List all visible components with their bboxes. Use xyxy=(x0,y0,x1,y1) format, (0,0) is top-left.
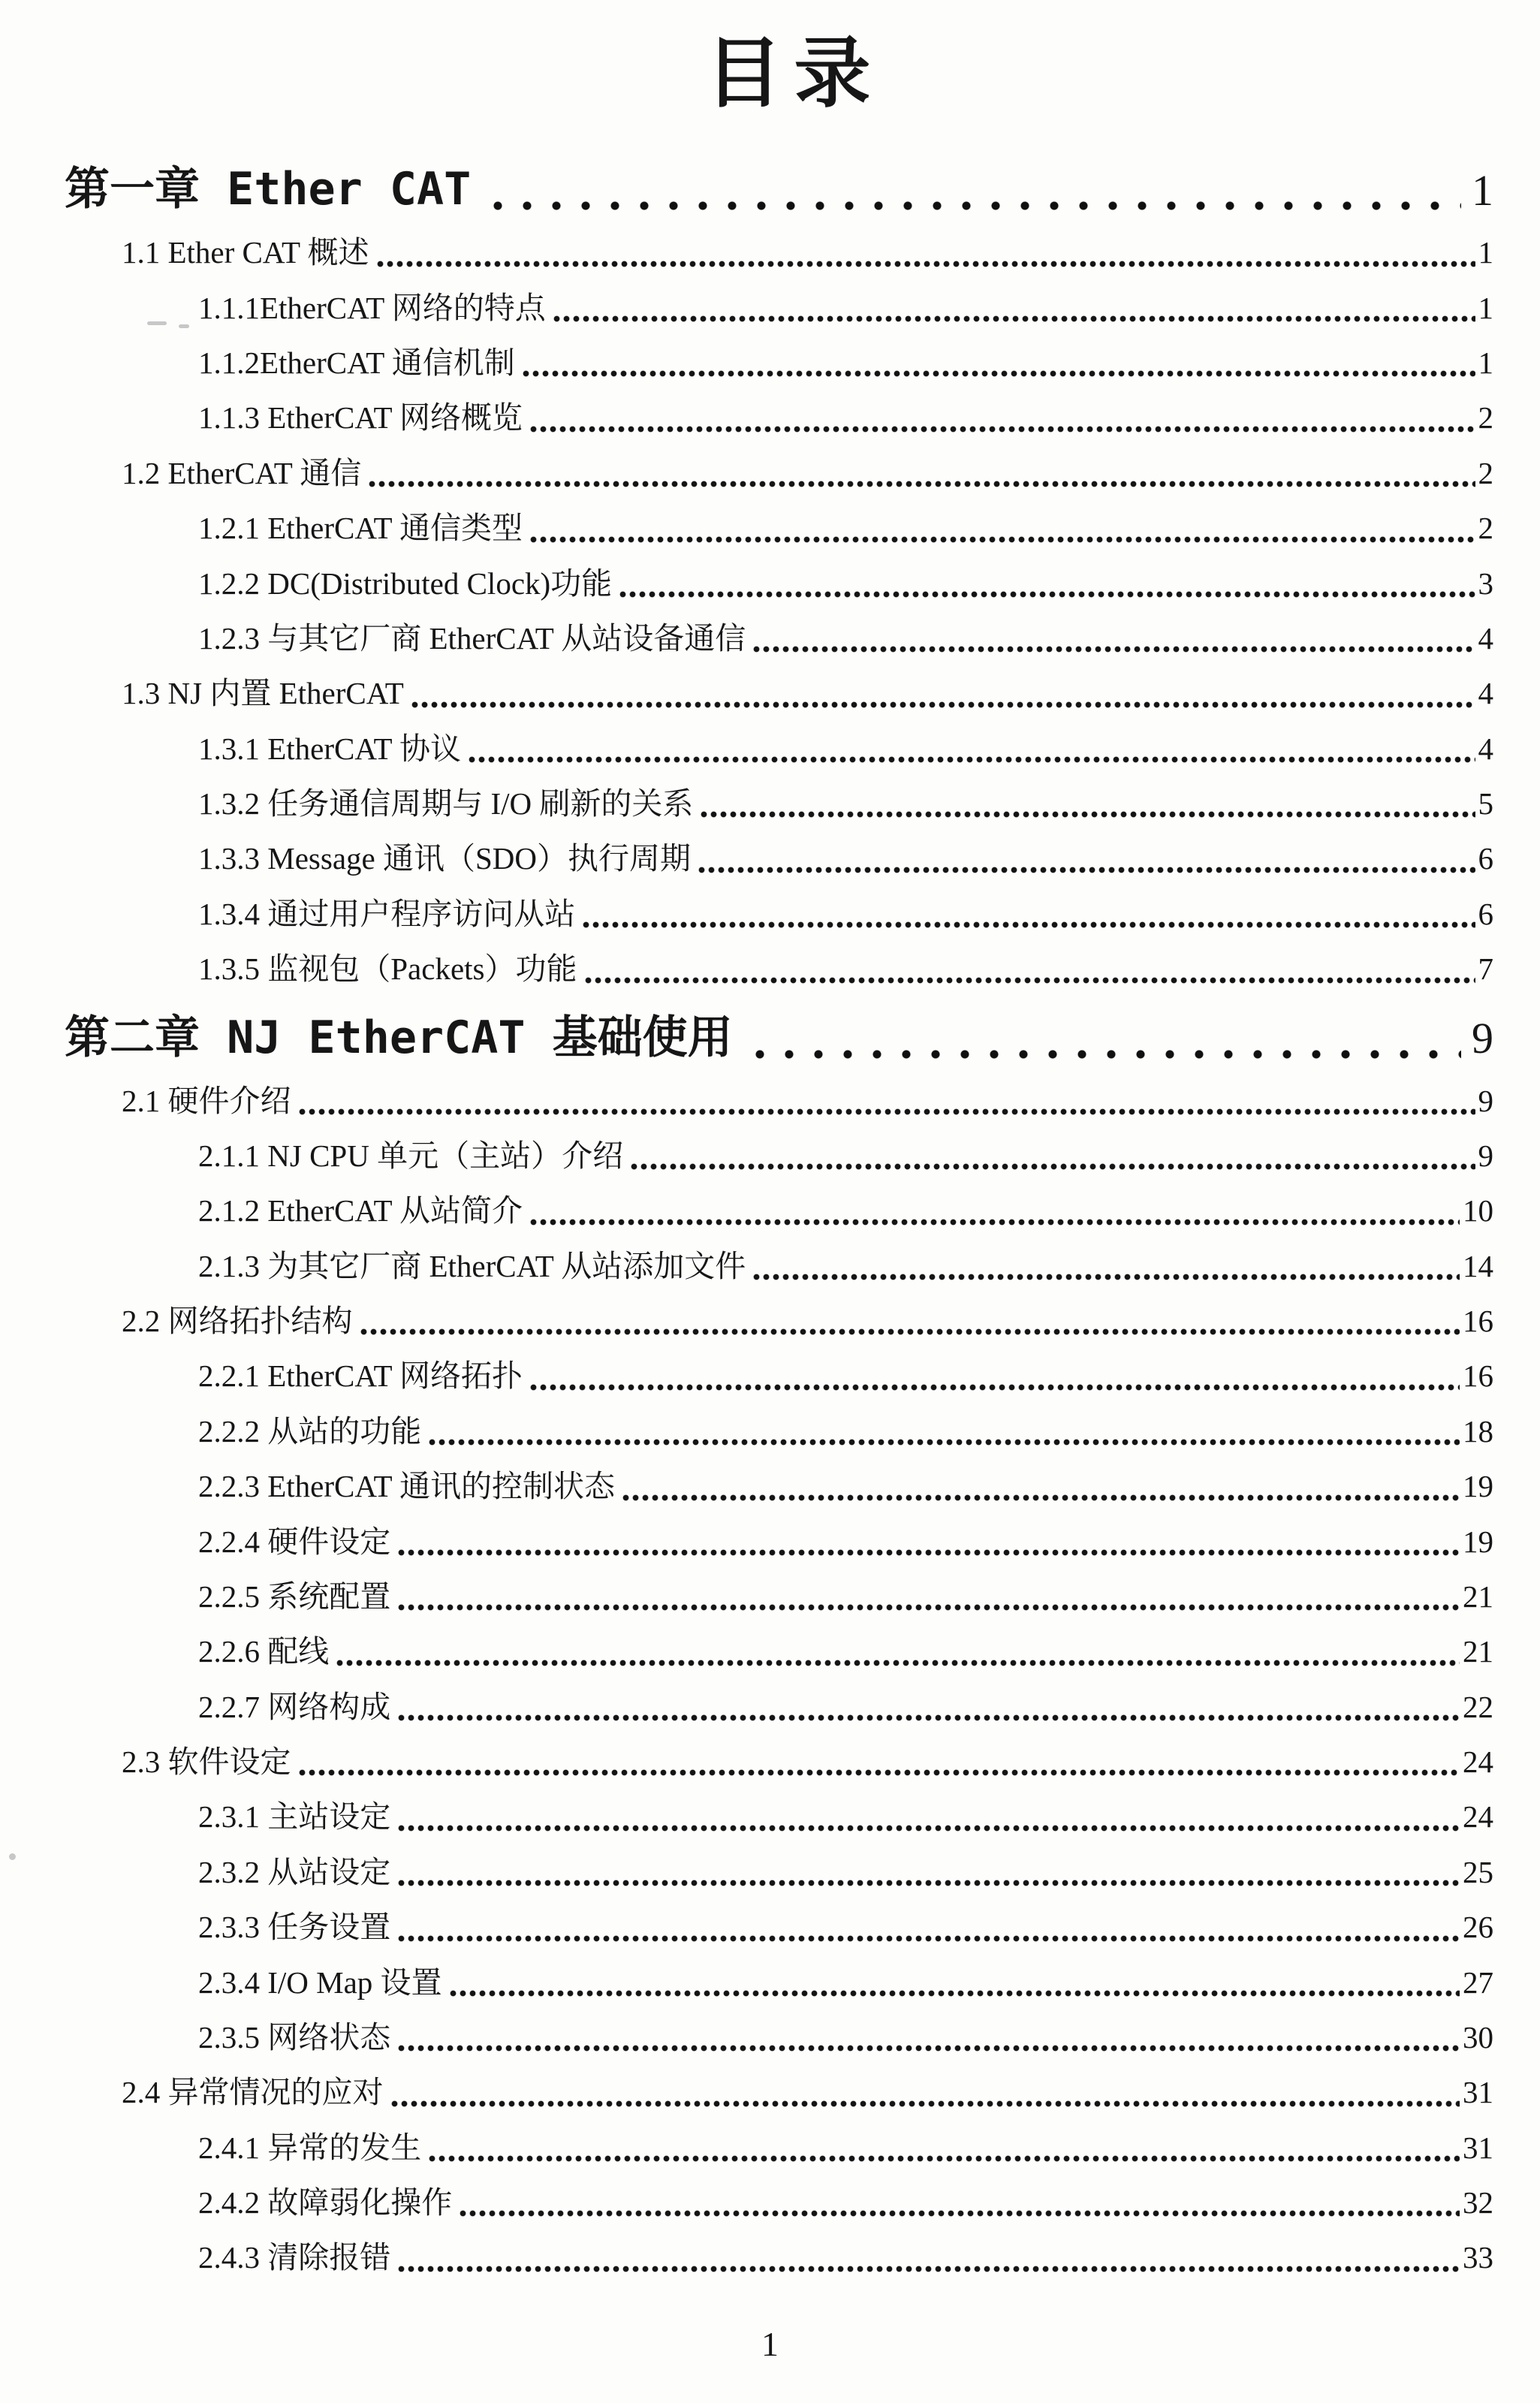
toc-entry-page: 18 xyxy=(1463,1413,1493,1449)
toc-entry-page: 3 xyxy=(1478,565,1493,601)
dot-leader xyxy=(530,1384,1460,1391)
dot-leader xyxy=(336,1660,1460,1666)
scan-artifact xyxy=(147,321,167,325)
toc-entry-label: 1.3 NJ 内置 EtherCAT xyxy=(122,676,404,711)
toc-entry-page: 1 xyxy=(1478,345,1493,381)
toc-entry-row xyxy=(65,2019,1493,2055)
toc-entry-label: 2.2.3 EtherCAT 通讯的控制状态 xyxy=(198,1469,616,1504)
toc-entry-label: 1.3.2 任务通信周期与 I/O 刷新的关系 xyxy=(198,786,694,822)
dot-leader xyxy=(398,1604,1460,1611)
toc-entry-page: 16 xyxy=(1463,1358,1493,1394)
toc-entry-page: 14 xyxy=(1463,1248,1493,1283)
toc-entry-page: 7 xyxy=(1478,951,1493,987)
dot-leader xyxy=(553,315,1475,322)
toc-entry-row xyxy=(65,455,1493,491)
toc-entry-row xyxy=(65,731,1493,767)
toc-entry-label: 2.3.5 网络状态 xyxy=(198,2019,391,2055)
toc-entry-label: 2.1 硬件介绍 xyxy=(122,1083,291,1118)
toc-entry-row xyxy=(65,2130,1493,2166)
toc-entry-page: 24 xyxy=(1463,1744,1493,1780)
dot-leader xyxy=(450,1990,1460,1997)
dot-leader xyxy=(619,591,1475,598)
toc-entry-label: 2.1.3 为其它厂商 EtherCAT 从站添加文件 xyxy=(198,1248,746,1283)
toc-entry-label: 2.2.6 配线 xyxy=(198,1634,330,1669)
toc-entry-page: 30 xyxy=(1463,2019,1493,2055)
dot-leader xyxy=(377,261,1475,267)
toc-entry-label: 2.2.4 硬件设定 xyxy=(198,1524,391,1559)
toc-entry-page: 21 xyxy=(1463,1634,1493,1669)
toc-entry-row xyxy=(65,1964,1493,2000)
dot-leader xyxy=(299,1108,1475,1115)
toc-entry-row xyxy=(65,1524,1493,1560)
toc-entry-page: 22 xyxy=(1463,1689,1493,1724)
toc-entry-row xyxy=(65,1689,1493,1725)
toc-entry-row xyxy=(65,620,1493,656)
dot-leader xyxy=(398,2266,1460,2272)
toc-entry-page: 2 xyxy=(1478,511,1493,546)
toc-entry-page: 31 xyxy=(1463,2130,1493,2165)
dot-leader xyxy=(698,867,1475,873)
toc-entry-row xyxy=(65,1909,1493,1945)
toc-entry-label: 1.2.1 EtherCAT 通信类型 xyxy=(198,511,523,546)
toc-entry-label: 2.2 网络拓扑结构 xyxy=(122,1304,353,1339)
toc-entry-label: 2.4 异常情况的应对 xyxy=(122,2075,384,2110)
toc-entry-label: 2.3.2 从站设定 xyxy=(198,1854,391,1889)
dot-leader xyxy=(398,1880,1460,1886)
toc-entry-row xyxy=(65,565,1493,602)
toc-chapter-page: 1 xyxy=(1472,165,1493,215)
toc-entry-row xyxy=(65,1798,1493,1835)
dot-leader xyxy=(530,426,1475,433)
toc-entry-label: 2.2.1 EtherCAT 网络拓扑 xyxy=(198,1358,523,1394)
toc-entry-page: 9 xyxy=(1478,1083,1493,1118)
dot-leader xyxy=(460,2210,1460,2217)
toc-chapter-label: 第一章 Ether CAT xyxy=(65,163,472,216)
toc-entry-label: 1.1 Ether CAT 概述 xyxy=(122,235,369,270)
toc-entry-page: 2 xyxy=(1478,400,1493,436)
dot-leader xyxy=(411,701,1475,708)
toc-entry-label: 2.2.7 网络构成 xyxy=(198,1689,391,1724)
dot-leader xyxy=(530,536,1475,543)
dot-leader xyxy=(585,977,1475,984)
toc-entry-page: 19 xyxy=(1463,1469,1493,1504)
toc-entry-row xyxy=(65,2239,1493,2275)
dot-leader xyxy=(753,1274,1460,1280)
dot-leader xyxy=(369,481,1475,487)
scan-artifact xyxy=(179,324,189,328)
toc-entry-row xyxy=(65,1192,1493,1229)
toc-entry-row xyxy=(65,1413,1493,1449)
dot-leader xyxy=(398,1935,1460,1942)
toc-entry-row xyxy=(65,1854,1493,1890)
dot-leader xyxy=(398,2045,1460,2052)
toc-entry-label: 1.1.1EtherCAT 网络的特点 xyxy=(198,290,546,325)
toc-entry-row xyxy=(65,840,1493,876)
toc-entry-label: 2.3 软件设定 xyxy=(122,1744,291,1780)
toc-entry-row xyxy=(65,399,1493,436)
toc-entry-row xyxy=(65,1083,1493,1119)
toc-entry-page: 26 xyxy=(1463,1910,1493,1945)
dot-leader xyxy=(429,2155,1460,2162)
toc-chapter-label: 第二章 NJ EtherCAT 基础使用 xyxy=(65,1011,733,1064)
toc-entry-label: 2.1.2 EtherCAT 从站简介 xyxy=(198,1193,523,1229)
toc-entry-page: 9 xyxy=(1478,1138,1493,1173)
dot-leader xyxy=(755,1050,1461,1059)
toc-entry-row xyxy=(65,675,1493,711)
dot-leader xyxy=(391,2100,1460,2107)
toc-entry-row xyxy=(65,510,1493,546)
toc-entry-page: 1 xyxy=(1478,290,1493,325)
dot-leader xyxy=(398,1714,1460,1721)
toc-entry-label: 1.3.5 监视包（Packets）功能 xyxy=(198,951,577,987)
dot-leader xyxy=(622,1494,1460,1501)
toc-entry-label: 2.3.4 I/O Map 设置 xyxy=(198,1964,442,2000)
toc-entry-row xyxy=(65,1248,1493,1284)
toc-entry-page: 6 xyxy=(1478,896,1493,931)
toc-entry-row xyxy=(65,1138,1493,1174)
toc-entry-label: 2.2.5 系统配置 xyxy=(198,1578,391,1614)
toc-entry-label: 1.2.2 DC(Distributed Clock)功能 xyxy=(198,565,613,601)
toc-entry-page: 5 xyxy=(1478,786,1493,822)
dot-leader xyxy=(429,1439,1460,1446)
toc-entry-page: 33 xyxy=(1463,2240,1493,2275)
dot-leader xyxy=(523,370,1475,377)
toc-entry-page: 25 xyxy=(1463,1854,1493,1889)
toc-entry-label: 1.1.3 EtherCAT 网络概览 xyxy=(198,400,523,436)
scan-artifact xyxy=(9,1853,16,1860)
toc-entry-row xyxy=(65,896,1493,932)
dot-leader xyxy=(398,1825,1460,1832)
toc-entry-label: 2.3.1 主站设定 xyxy=(198,1799,391,1835)
toc-entry-page: 19 xyxy=(1463,1524,1493,1559)
page-title: 目录 xyxy=(705,29,883,119)
dot-leader xyxy=(360,1328,1460,1335)
toc-entry-row xyxy=(65,290,1493,326)
toc-entry-label: 1.3.3 Message 通讯（SDO）执行周期 xyxy=(198,841,691,876)
dot-leader xyxy=(583,921,1475,928)
toc-entry-page: 4 xyxy=(1478,620,1493,656)
dot-leader xyxy=(631,1163,1475,1170)
toc-entry-page: 2 xyxy=(1478,455,1493,490)
toc-entry-row xyxy=(65,1358,1493,1394)
dot-leader xyxy=(701,811,1475,818)
toc-entry-row xyxy=(65,785,1493,822)
toc-chapter-page: 9 xyxy=(1472,1014,1493,1063)
toc-entry-page: 27 xyxy=(1463,1964,1493,2000)
toc-entry-row xyxy=(65,345,1493,381)
toc-entry-row xyxy=(65,1578,1493,1615)
toc-entry-page: 4 xyxy=(1478,731,1493,766)
toc-entry-label: 2.4.1 异常的发生 xyxy=(198,2130,422,2165)
dot-leader xyxy=(493,201,1461,210)
toc-entry-label: 1.3.4 通过用户程序访问从站 xyxy=(198,896,576,931)
toc-entry-page: 21 xyxy=(1463,1578,1493,1614)
toc-entry-label: 2.1.1 NJ CPU 单元（主站）介绍 xyxy=(198,1138,624,1173)
toc-entry-page: 1 xyxy=(1478,235,1493,270)
toc-chapter-row xyxy=(65,161,1493,218)
toc-entry-label: 1.3.1 EtherCAT 协议 xyxy=(198,731,462,766)
toc-chapter-row xyxy=(65,1010,1493,1066)
toc-entry-page: 6 xyxy=(1478,841,1493,876)
toc-entry-row xyxy=(65,2184,1493,2221)
toc-entry-label: 2.4.2 故障弱化操作 xyxy=(198,2185,453,2221)
toc-entry-row xyxy=(65,1303,1493,1339)
dot-leader xyxy=(530,1219,1460,1226)
toc-entry-page: 24 xyxy=(1463,1799,1493,1835)
toc-entry-label: 1.2 EtherCAT 通信 xyxy=(122,455,362,490)
dot-leader xyxy=(398,1549,1460,1556)
toc-entry-page: 4 xyxy=(1478,676,1493,711)
toc-entry-page: 16 xyxy=(1463,1304,1493,1339)
toc-entry-page: 32 xyxy=(1463,2185,1493,2221)
toc-entry-label: 2.4.3 清除报错 xyxy=(198,2240,391,2275)
toc-entry-label: 2.3.3 任务设置 xyxy=(198,1910,391,1945)
toc-entry-label: 2.2.2 从站的功能 xyxy=(198,1413,422,1449)
dot-leader xyxy=(299,1769,1460,1776)
toc-entry-row xyxy=(65,1468,1493,1504)
toc-entry-row xyxy=(65,234,1493,270)
dot-leader xyxy=(753,646,1475,653)
footer-page-number: 1 xyxy=(761,2325,779,2363)
toc-entry-row xyxy=(65,1744,1493,1780)
toc-entry-row xyxy=(65,1633,1493,1669)
toc-entry-row xyxy=(65,951,1493,987)
toc-entry-page: 10 xyxy=(1463,1193,1493,1229)
toc-entry-label: 1.2.3 与其它厂商 EtherCAT 从站设备通信 xyxy=(198,620,746,656)
toc-list xyxy=(65,161,1493,2276)
toc-entry-page: 31 xyxy=(1463,2075,1493,2110)
toc-entry-label: 1.1.2EtherCAT 通信机制 xyxy=(198,345,515,381)
dot-leader xyxy=(469,756,1475,763)
toc-entry-row xyxy=(65,2074,1493,2110)
